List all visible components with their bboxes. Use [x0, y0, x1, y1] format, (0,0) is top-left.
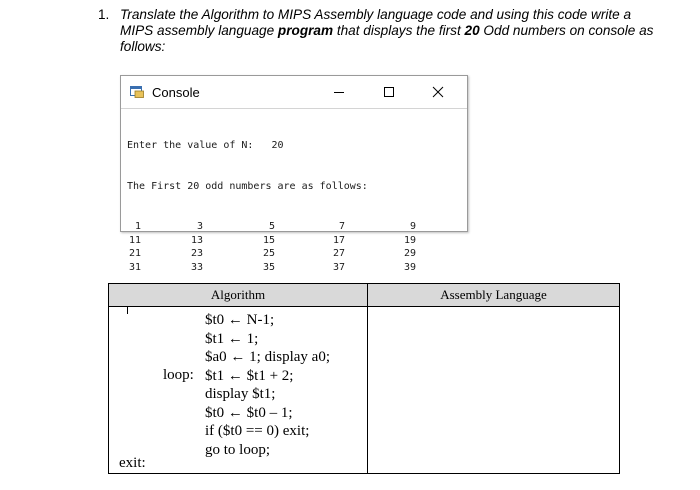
loop-label: loop: — [163, 367, 194, 383]
console-number-row — [127, 247, 457, 261]
console-number: 31 — [129, 261, 142, 273]
console-number: 29 — [404, 248, 417, 259]
question-number: 1. — [98, 7, 110, 22]
algorithm-line: $t1 ← $t1 + 2; — [205, 367, 294, 384]
algorithm-line: if ($t0 == 0) exit; — [205, 423, 310, 439]
question-count: 20 — [464, 23, 480, 38]
console-number-row — [127, 220, 457, 234]
console-number: 27 — [333, 248, 346, 259]
console-number: 25 — [263, 248, 276, 259]
algorithm-line: go to loop; — [205, 441, 271, 458]
console-number: 21 — [129, 248, 142, 259]
minimize-icon[interactable] — [328, 82, 350, 102]
console-app-icon — [130, 86, 144, 98]
console-number: 1 — [135, 221, 142, 232]
console-number-row — [127, 234, 457, 248]
console-number: 37 — [333, 261, 346, 273]
algorithm-lines — [205, 311, 330, 459]
console-number: 39 — [404, 261, 417, 273]
assembly-cell[interactable] — [368, 307, 620, 474]
question-part3: Odd numbers on console as follows: — [120, 23, 654, 54]
question-part1: Translate the Algorithm to MIPS Assembly language code and using this code write a MIPS assembly language — [120, 7, 632, 38]
close-icon[interactable] — [427, 82, 449, 102]
console-window — [120, 75, 468, 273]
console-number: 9 — [410, 221, 417, 232]
algorithm-cell — [109, 307, 368, 474]
console-header-line: The First 20 odd numbers are as follows: — [127, 180, 368, 192]
question-program-keyword: program — [277, 23, 334, 38]
exit-label: exit: — [119, 455, 146, 471]
table-header-assembly: Assembly Language — [368, 284, 620, 307]
algorithm-line: $t0 ← $t0 – 1; — [205, 404, 293, 421]
table-header-algorithm: Algorithm — [109, 284, 368, 307]
question-part2: that displays the first — [333, 23, 465, 38]
algorithm-line: display $t1; — [205, 386, 276, 402]
console-number: 5 — [269, 221, 276, 232]
question-body — [120, 7, 668, 55]
console-title: Console — [152, 85, 200, 100]
console-number: 7 — [339, 221, 346, 232]
console-number: 23 — [191, 248, 204, 259]
algorithm-line: $t1 ← 1; — [205, 330, 259, 347]
algorithm-line: $a0 ← 1; display a0; — [205, 349, 330, 365]
console-number: 33 — [191, 261, 204, 273]
algorithm-line: $t0 ← N-1; — [205, 312, 275, 328]
question-text — [98, 7, 668, 55]
console-titlebar[interactable] — [121, 76, 467, 109]
console-number: 13 — [191, 234, 204, 246]
console-number: 35 — [263, 261, 276, 273]
algorithm-table — [108, 283, 620, 474]
console-prompt-line: Enter the value of N: 20 — [127, 140, 284, 151]
console-number: 15 — [263, 234, 276, 246]
console-number-row — [127, 261, 457, 275]
console-number-grid — [127, 220, 457, 274]
console-number: 17 — [333, 234, 346, 246]
console-number: 11 — [129, 234, 142, 246]
maximize-icon[interactable] — [378, 82, 400, 102]
console-number: 3 — [197, 221, 204, 232]
console-number: 19 — [404, 234, 417, 246]
